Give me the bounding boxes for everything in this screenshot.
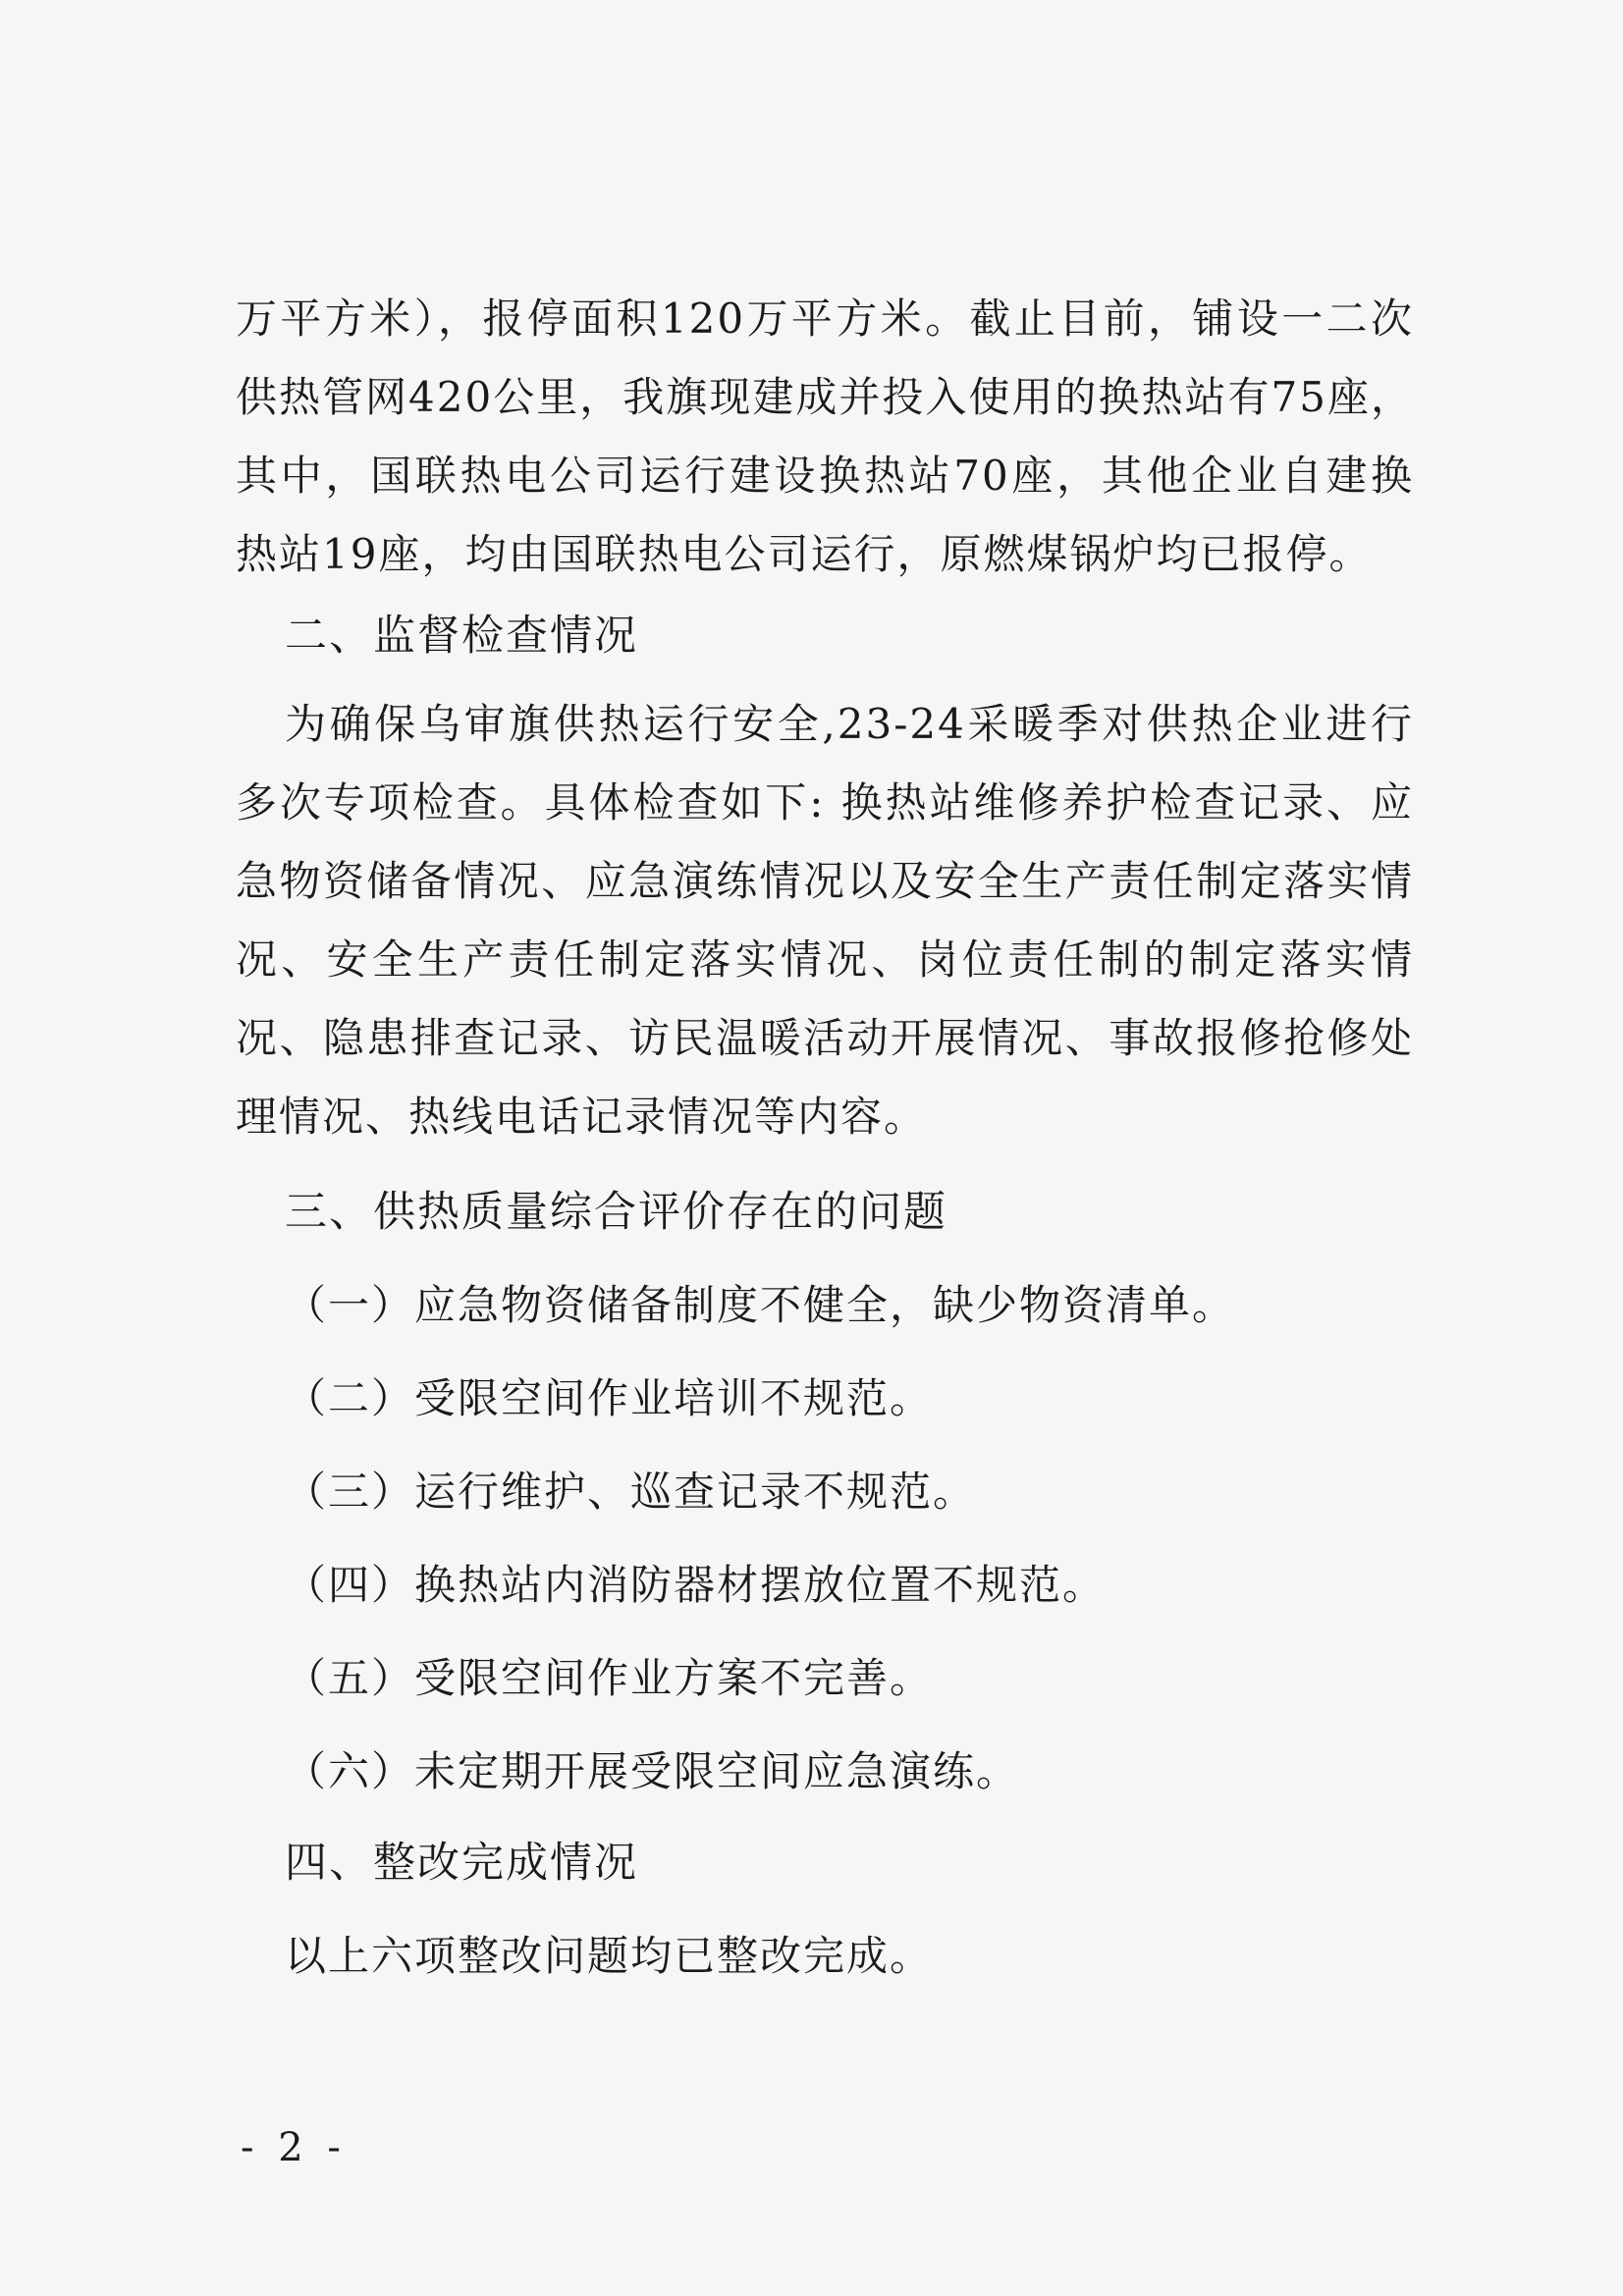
issue-item-2: （二）受限空间作业培训不规范。 (285, 1374, 934, 1422)
section-heading-rectification: 四、整改完成情况 (285, 1839, 638, 1888)
issue-item-5: （五）受限空间作业方案不完善。 (285, 1654, 934, 1702)
supervision-paragraph: 为确保乌审旗供热运行安全,23-24采暖季对供热企业进行多次专项检查。具体检查如下: 换热站维修养护检查记录、应急物资储备情况、应急演练情况以及安全生产责任制定落实情况、安全生产责任制定落实情况、岗位责任制的制定落实情况、隐患排查记录、访民温暖活动开展情况、事故报修抢修处理情况、热线电话记录情况等内容。 (236, 700, 1414, 1141)
issue-item-4: （四）换热站内消防器材摆放位置不规范。 (285, 1561, 1107, 1609)
section-heading-issues: 三、供热质量综合评价存在的问题 (285, 1188, 947, 1237)
page-number: - 2 - (241, 2125, 347, 2170)
section-heading-supervision: 二、监督检查情况 (285, 612, 638, 661)
issue-item-6: （六）未定期开展受限空间应急演练。 (285, 1747, 1020, 1795)
rectification-paragraph: 以上六项整改问题均已整改完成。 (285, 1932, 934, 1980)
intro-paragraph: 万平方米），报停面积120万平方米。截止目前，铺设一二次供热管网420公里，我旗现建成并投入使用的换热站有75座，其中，国联热电公司运行建设换热站70座，其他企业自建换热站19座，均由国联热电公司运行，原燃煤锅炉均已报停。 (236, 294, 1414, 578)
issue-item-3: （三）运行维护、巡查记录不规范。 (285, 1468, 977, 1516)
issue-item-1: （一）应急物资储备制度不健全，缺少物资清单。 (285, 1281, 1236, 1329)
